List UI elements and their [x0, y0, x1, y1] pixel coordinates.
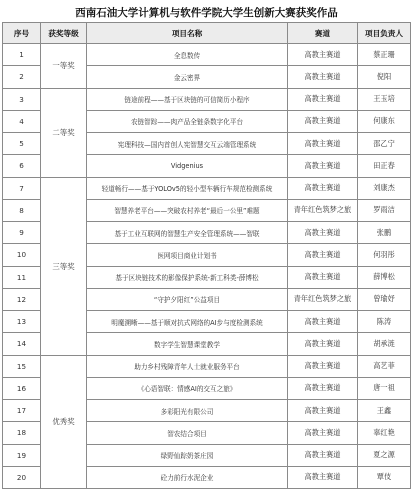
row-index: 20 — [3, 466, 41, 488]
award-level-cell: 二等奖 — [41, 88, 87, 177]
project-name-cell: 多彩阳光有限公司 — [87, 400, 288, 422]
track-cell: 高教主赛道 — [288, 333, 358, 355]
row-index: 18 — [3, 422, 41, 444]
row-index: 10 — [3, 244, 41, 266]
row-index: 16 — [3, 377, 41, 399]
award-level-cell: 优秀奖 — [41, 355, 87, 489]
track-cell: 高教主赛道 — [288, 422, 358, 444]
track-cell: 高教主赛道 — [288, 133, 358, 155]
track-cell: 高教主赛道 — [288, 155, 358, 177]
table-header-row — [3, 23, 411, 44]
row-index: 7 — [3, 177, 41, 199]
project-name-cell: 金云密界 — [87, 66, 288, 88]
leader-cell: 唐一祖 — [358, 377, 411, 399]
project-name-cell: 数字学生智慧课堂教学 — [87, 333, 288, 355]
project-name-cell: 基于工业互联网的智慧生产安全管理系统——智联 — [87, 222, 288, 244]
awards-table — [2, 22, 411, 489]
track-cell: 高教主赛道 — [288, 177, 358, 199]
row-index: 2 — [3, 66, 41, 88]
leader-cell: 薛博松 — [358, 266, 411, 288]
page-title: 西南石油大学计算机与软件学院大学生创新大赛获奖作品 — [75, 7, 338, 19]
track-cell: 高教主赛道 — [288, 244, 358, 266]
row-index: 15 — [3, 355, 41, 377]
leader-cell: 张鹏 — [358, 222, 411, 244]
track-cell: 高教主赛道 — [288, 311, 358, 333]
leader-cell: 王鑫 — [358, 400, 411, 422]
row-index: 11 — [3, 266, 41, 288]
track-cell: 高教主赛道 — [288, 355, 358, 377]
leader-cell: 倪阳 — [358, 66, 411, 88]
row-index: 17 — [3, 400, 41, 422]
row-index: 13 — [3, 311, 41, 333]
track-cell: 高教主赛道 — [288, 66, 358, 88]
header-track: 赛道 — [288, 23, 358, 44]
project-name-cell: 绿野仙踪奶茶庄园 — [87, 444, 288, 466]
header-award-level: 获奖等级 — [41, 23, 87, 44]
leader-cell: 覃伎 — [358, 466, 411, 488]
project-name-cell: 明魔溯晰——基于顺对抗式网络的AI步与度检测系统 — [87, 311, 288, 333]
leader-cell: 辜红艳 — [358, 422, 411, 444]
leader-cell: 何康东 — [358, 110, 411, 132]
leader-cell: 田正春 — [358, 155, 411, 177]
award-level-cell: 一等奖 — [41, 44, 87, 89]
leader-cell: 蔡正珊 — [358, 44, 411, 66]
project-name-cell: 《心语智联：情感AI的交互之旅》 — [87, 377, 288, 399]
project-name-cell: 智农结合项目 — [87, 422, 288, 444]
header-index: 序号 — [3, 23, 41, 44]
track-cell: 高教主赛道 — [288, 377, 358, 399]
table-row — [3, 355, 411, 377]
track-cell: 高教主赛道 — [288, 222, 358, 244]
leader-cell: 陈涛 — [358, 311, 411, 333]
track-cell: 高教主赛道 — [288, 444, 358, 466]
header-project-name: 项目名称 — [87, 23, 288, 44]
project-name-cell: 轻道畅行——基于YOLOv5的轻小型车辆行车规范检测系统 — [87, 177, 288, 199]
table-body — [3, 44, 411, 489]
track-cell: 高教主赛道 — [288, 88, 358, 110]
leader-cell: 夏之源 — [358, 444, 411, 466]
table-row — [3, 44, 411, 66]
track-cell: 高教主赛道 — [288, 110, 358, 132]
award-level-cell: 三等奖 — [41, 177, 87, 355]
leader-cell: 何羽彤 — [358, 244, 411, 266]
row-index: 12 — [3, 288, 41, 310]
leader-cell: 罗雨洁 — [358, 199, 411, 221]
leader-cell: 高艺菲 — [358, 355, 411, 377]
project-name-cell: 助力乡村残障青年人士就业服务平台 — [87, 355, 288, 377]
project-name-cell: 砼力前行水泥企业 — [87, 466, 288, 488]
project-name-cell: 宪理科技—国内首创人宪智慧交互云端管理系统 — [87, 133, 288, 155]
row-index: 6 — [3, 155, 41, 177]
row-index: 9 — [3, 222, 41, 244]
track-cell: 高教主赛道 — [288, 466, 358, 488]
row-index: 19 — [3, 444, 41, 466]
row-index: 8 — [3, 199, 41, 221]
row-index: 5 — [3, 133, 41, 155]
leader-cell: 王玉培 — [358, 88, 411, 110]
track-cell: 青年红色筑梦之旅 — [288, 288, 358, 310]
project-name-cell: 医网项目商业计划书 — [87, 244, 288, 266]
track-cell: 高教主赛道 — [288, 400, 358, 422]
leader-cell: 曾瑜妤 — [358, 288, 411, 310]
project-name-cell: 农链智踪——肉产品全链条数字化平台 — [87, 110, 288, 132]
project-name-cell: 全息数传 — [87, 44, 288, 66]
project-name-cell: 智慧养老平台——突破农村养老“最后一公里”难题 — [87, 199, 288, 221]
row-index: 1 — [3, 44, 41, 66]
track-cell: 青年红色筑梦之旅 — [288, 199, 358, 221]
project-name-cell: “守护夕阳红”公益项目 — [87, 288, 288, 310]
header-leader: 项目负责人 — [358, 23, 411, 44]
row-index: 3 — [3, 88, 41, 110]
table-row — [3, 88, 411, 110]
track-cell: 高教主赛道 — [288, 266, 358, 288]
row-index: 14 — [3, 333, 41, 355]
leader-cell: 刘康杰 — [358, 177, 411, 199]
row-index: 4 — [3, 110, 41, 132]
track-cell: 高教主赛道 — [288, 44, 358, 66]
table-row — [3, 177, 411, 199]
project-name-cell: 链途前程——基于区块链的可信简历小程序 — [87, 88, 288, 110]
project-name-cell: Vidgenius — [87, 155, 288, 177]
project-name-cell: 基于区块链技术的影像保护系统-新工科类-薛博松 — [87, 266, 288, 288]
leader-cell: 邵乙宁 — [358, 133, 411, 155]
leader-cell: 胡承涟 — [358, 333, 411, 355]
